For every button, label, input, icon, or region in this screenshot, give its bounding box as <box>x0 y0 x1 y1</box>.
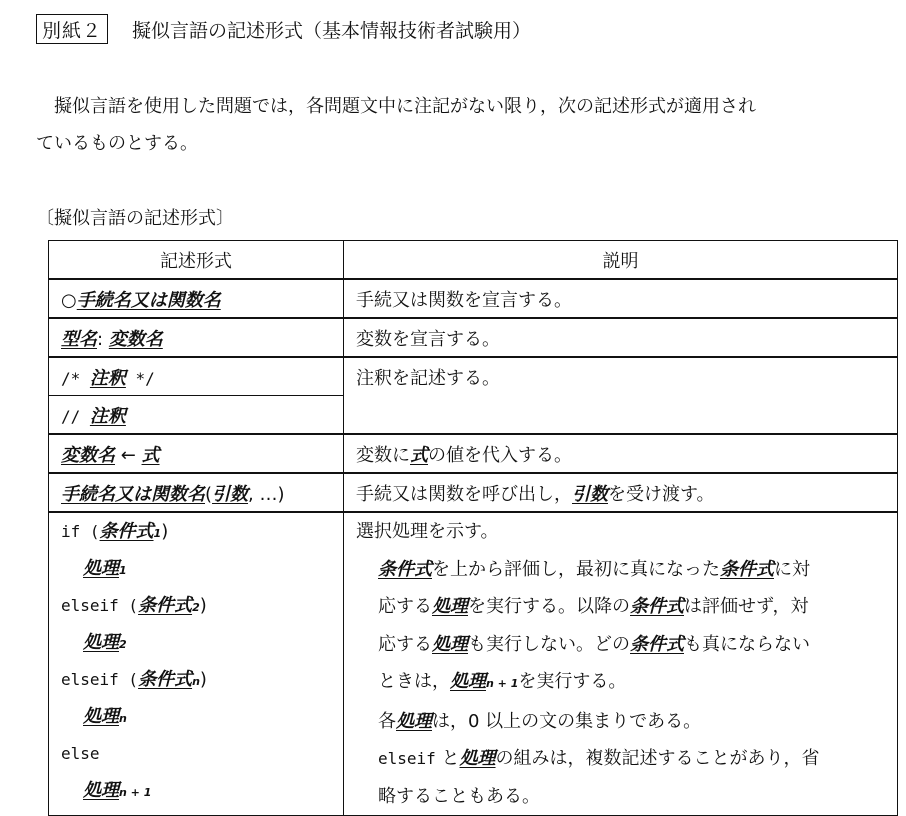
comment-close: */ <box>125 368 155 388</box>
process: 処理 <box>83 632 119 653</box>
comment-open: /* <box>61 368 90 388</box>
header-description: 説明 <box>344 241 898 280</box>
format-cell <box>49 396 344 435</box>
table-row <box>49 357 898 396</box>
description-cell <box>344 473 898 512</box>
format-cell <box>49 318 344 357</box>
paren: ) <box>161 521 169 542</box>
desc-text: の値を代入する。 <box>428 444 572 466</box>
colon: : <box>97 328 109 350</box>
paren: ( <box>205 483 213 505</box>
table-row <box>49 279 898 318</box>
desc-text: を受け渡す。 <box>608 483 715 505</box>
description-cell <box>344 434 898 473</box>
description-cell <box>344 512 898 816</box>
process: 処理 <box>83 558 119 579</box>
table-row <box>49 434 898 473</box>
format-cell <box>49 434 344 473</box>
type-name: 型名 <box>61 328 97 350</box>
intro-line-2: ているものとする。 <box>36 133 198 154</box>
section-label: 〔擬似言語の記述形式〕 <box>36 208 234 229</box>
table-header-row <box>49 241 898 280</box>
comment-text: 注釈 <box>89 367 126 389</box>
format-cell <box>49 279 344 318</box>
desc-line: elseif と処理の組みは，複数記述することがあり，省 <box>378 748 820 769</box>
desc-line: ときは，処理n + 1を実行する。 <box>378 671 627 692</box>
paren: ) <box>199 669 207 690</box>
subscript: 2 <box>192 601 200 614</box>
procedure-name: 手続名又は関数名 <box>76 289 221 311</box>
desc-line: 応する処理を実行する。以降の条件式は評価せず，対 <box>378 596 809 617</box>
description-cell: 変数を宣言する。 <box>344 318 898 357</box>
table-row <box>49 473 898 512</box>
desc-line: 略することもある。 <box>378 785 540 807</box>
desc-text: 手続又は関数を呼び出し， <box>356 483 572 505</box>
desc-emph: 式 <box>410 444 428 466</box>
pseudocode-spec-table <box>48 240 898 816</box>
condition: 条件式 <box>99 521 154 542</box>
desc-emph: 引数 <box>572 483 608 505</box>
line-comment: // <box>61 406 90 426</box>
var-name: 変数名 <box>61 444 115 466</box>
page-title: 擬似言語の記述形式（基本情報技術者試験用） <box>132 19 532 42</box>
paren: ) <box>199 595 207 616</box>
process: 処理 <box>83 780 119 801</box>
header-format: 記述形式 <box>49 241 344 280</box>
assign-arrow: ← <box>115 444 142 466</box>
format-cell <box>49 473 344 512</box>
else-keyword: else <box>61 744 100 763</box>
desc-text: 変数に <box>356 444 410 466</box>
subscript: 1 <box>153 527 162 540</box>
intro-paragraph <box>36 88 876 162</box>
argument: 引数 <box>212 483 249 505</box>
process: 処理 <box>83 706 119 727</box>
subscript: n <box>192 675 200 688</box>
subscript: 1 <box>119 564 127 577</box>
format-cell <box>49 512 344 816</box>
intro-line-1: 擬似言語を使用した問題では，各問題文中に注記がない限り，次の記述形式が適用され <box>54 96 756 117</box>
document-title <box>36 14 531 44</box>
description-cell: 手続又は関数を宣言する。 <box>344 279 898 318</box>
appendix-badge: 別紙２ <box>36 14 108 44</box>
desc-line: 条件式を上から評価し，最初に真になった条件式に対 <box>378 558 810 580</box>
condition: 条件式 <box>138 669 193 690</box>
procedure-name: 手続名又は関数名 <box>61 483 205 505</box>
condition: 条件式 <box>138 595 193 616</box>
if-keyword: if ( <box>61 522 100 541</box>
circle-mark: ○ <box>61 289 77 311</box>
description-cell: 注釈を記述する。 <box>344 357 898 434</box>
table-row <box>49 318 898 357</box>
ellipsis: , …) <box>248 483 285 505</box>
subscript: n + 1 <box>119 786 152 799</box>
table-row <box>49 512 898 816</box>
elseif-keyword: elseif ( <box>61 670 139 689</box>
desc-line: 各処理は，0 以上の文の集まりである。 <box>378 710 702 732</box>
var-name: 変数名 <box>108 328 163 350</box>
comment-text: 注釈 <box>89 405 126 427</box>
expression: 式 <box>141 444 160 466</box>
desc-line: 応する処理も実行しない。どの条件式も真にならない <box>378 633 810 655</box>
desc-line: 選択処理を示す。 <box>356 521 499 542</box>
format-cell <box>49 357 344 396</box>
subscript: 2 <box>119 638 127 651</box>
elseif-keyword: elseif ( <box>61 596 139 615</box>
subscript: n <box>119 712 127 725</box>
